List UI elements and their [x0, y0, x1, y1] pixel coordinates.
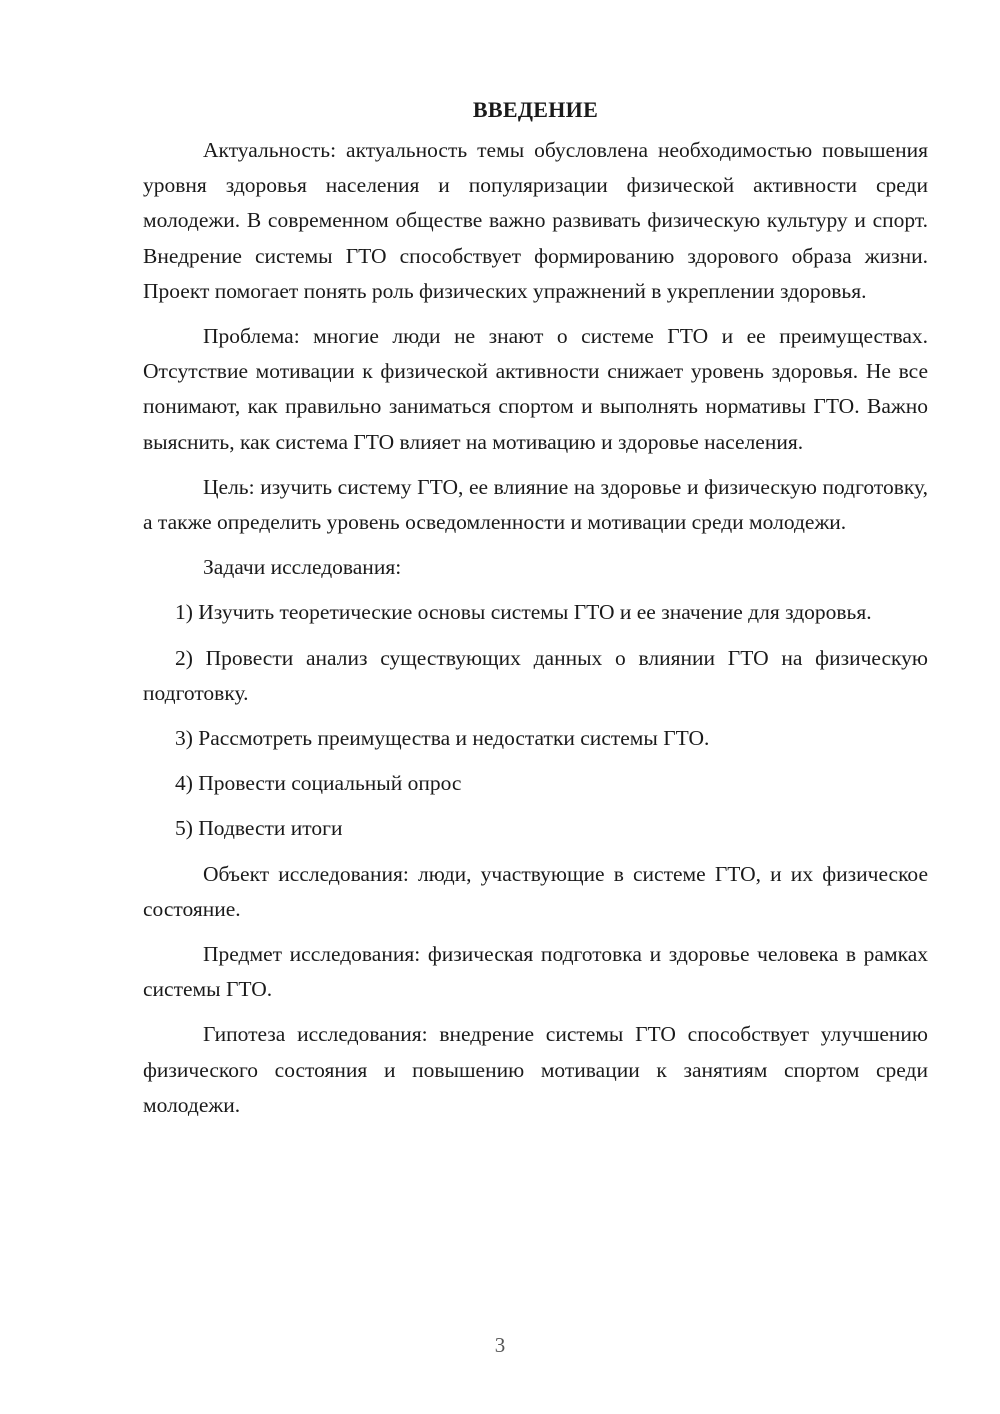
problem-paragraph: Проблема: многие люди не знают о системе ГТО и ее преимуществах. Отсутствие мотивации к физической активности снижает уровень здоровья. Не все понимают, как правильно заниматься спортом и выполнять нормативы ГТО. Важно выяснить, как система ГТО влияет на мотивацию и здоровье населения.: [143, 324, 928, 454]
task-item-3: 3) Рассмотреть преимущества и недостатки системы ГТО.: [175, 726, 710, 751]
task-item-4: 4) Провести социальный опрос: [175, 771, 462, 796]
task-item-2: 2) Провести анализ существующих данных о влиянии ГТО на физическую подготовку.: [143, 645, 928, 705]
object-paragraph: Объект исследования: люди, участвующие в системе ГТО, и их физическое состояние.: [143, 861, 928, 921]
task-item-1: 1) Изучить теоретические основы системы ГТО и ее значение для здоровья.: [175, 600, 872, 625]
document-page: [143, 93, 928, 1133]
section-heading: ВВЕДЕНИЕ: [472, 97, 599, 122]
subject-paragraph: Предмет исследования: физическая подготовка и здоровье человека в рамках системы ГТО.: [143, 942, 928, 1002]
task-item-5: 5) Подвести итоги: [175, 816, 343, 841]
page-number: 3: [494, 1333, 506, 1357]
relevance-paragraph: Актуальность: актуальность темы обусловлена необходимостью повышения уровня здоровья населения и популяризации физической активности среди молодежи. В современном обществе важно развивать физическую культуру и спорт. Внедрение системы ГТО способствует формированию здорового образа жизни. Проект помогает понять роль физических упражнений в укреплении здоровья.: [143, 138, 928, 303]
goal-paragraph: Цель: изучить систему ГТО, ее влияние на здоровье и физическую подготовку, а также определить уровень осведомленности и мотивации среди молодежи.: [143, 474, 928, 535]
tasks-intro: Задачи исследования:: [203, 555, 402, 580]
hypothesis-paragraph: Гипотеза исследования: внедрение системы ГТО способствует улучшению физического состояния и повышению мотивации к занятиям спортом среди молодежи.: [143, 1022, 928, 1117]
